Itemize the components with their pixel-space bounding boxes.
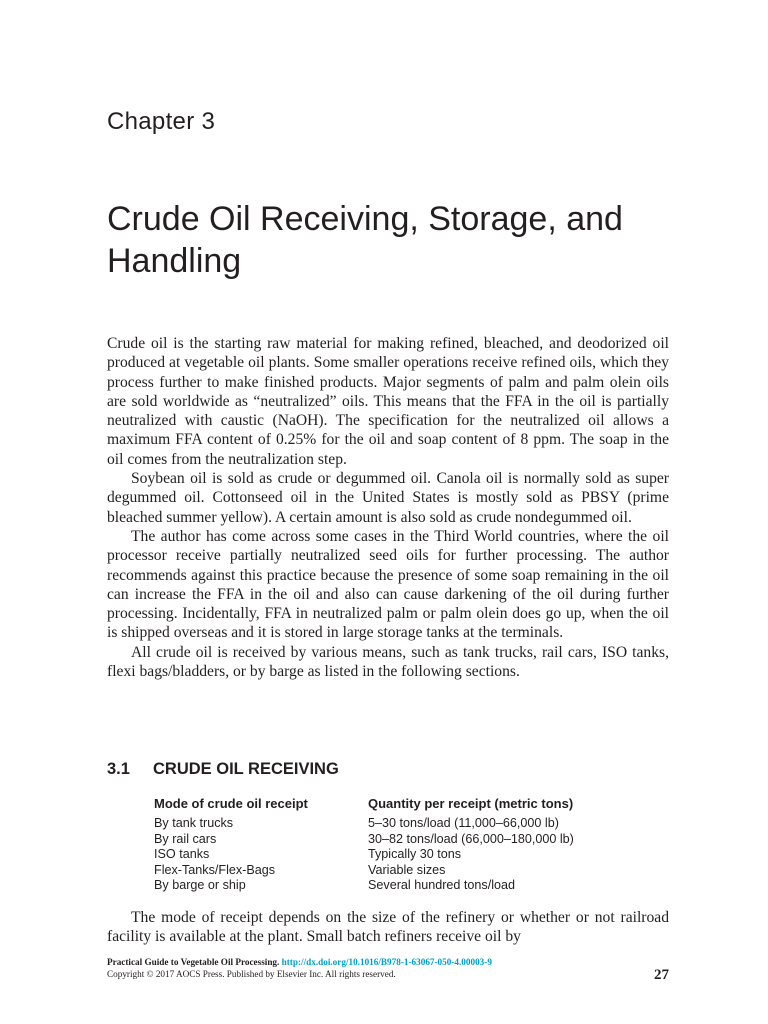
paragraph: The author has come across some cases in the Third World countries, where the oil processor receive partially neutralized seed oils for further processing. The author recommends against this practice because the presence of some soap remaining in the oil can increase the FFA in the oil and also can cause darkening of the oil during further processing. Incidentally, FFA in neutralized palm or palm olein does go up, when the oil is shipped overseas and it is stored in large storage tanks at the terminals.: [107, 527, 669, 642]
section-title: CRUDE OIL RECEIVING: [153, 760, 339, 778]
chapter-title: Crude Oil Receiving, Storage, and Handling: [107, 200, 623, 280]
receipt-table: [154, 796, 574, 894]
table-cell-mode: ISO tanks: [154, 847, 210, 862]
table-cell-quantity: Several hundred tons/load: [368, 878, 516, 893]
paragraph: All crude oil is received by various means, such as tank trucks, rail cars, ISO tanks, flexi bags/bladders, or by barge as listed in the following sections.: [107, 643, 669, 681]
table-cell-mode: Flex-Tanks/Flex-Bags: [154, 862, 276, 877]
table-cell-quantity: 30–82 tons/load (66,000–180,000 lb): [368, 831, 574, 846]
table-cell-mode: By rail cars: [154, 831, 217, 846]
page-footer: [107, 956, 669, 980]
chapter-label: Chapter 3: [107, 108, 216, 135]
table-row: [154, 816, 574, 832]
footer-citation: [107, 956, 669, 968]
footer-book-title: Practical Guide to Vegetable Oil Processing.: [107, 957, 280, 967]
table-cell-mode: By tank trucks: [154, 816, 234, 830]
paragraph: Crude oil is the starting raw material for making refined, bleached, and deodorized oil produced at vegetable oil plants. Some smaller operations receive refined oils, which they process further to make finished products. Major segments of palm and palm olein oils are sold worldwide as “neutralized” oils. This means that the FFA in the oil is partially neutralized with caustic (NaOH). The specification for the neutralized oil allows a maximum FFA content of 0.25% for the oil and soap content of 8 ppm. The soap in the oil comes from the neutralization step.: [107, 335, 669, 468]
footer-doi-link[interactable]: http://dx.doi.org/10.1016/B978-1-63067-050-4.00003-9: [281, 957, 492, 967]
table-cell-mode: By barge or ship: [154, 878, 246, 893]
intro-body: [107, 334, 669, 681]
table-cell-quantity: Typically 30 tons: [368, 847, 462, 862]
table-header-row: [154, 796, 574, 816]
table-row: [154, 878, 574, 894]
footer-copyright: Copyright © 2017 AOCS Press. Published by Elsevier Inc. All rights reserved.: [107, 969, 396, 979]
paragraph: The mode of receipt depends on the size of the refinery or whether or not railroad facility is available at the plant. Small batch refiners receive oil by: [107, 909, 669, 946]
table-row: [154, 847, 574, 863]
page-number: 27: [654, 967, 669, 983]
closing-body: [107, 908, 669, 947]
table-header-mode: Mode of crude oil receipt: [154, 796, 308, 811]
table-header-quantity: Quantity per receipt (metric tons): [368, 796, 574, 811]
table-cell-quantity: 5–30 tons/load (11,000–66,000 lb): [368, 816, 559, 830]
section-heading: [107, 760, 339, 779]
table-row: [154, 863, 574, 879]
table-cell-quantity: Variable sizes: [368, 862, 446, 877]
section-number: 3.1: [107, 760, 130, 778]
paragraph: Soybean oil is sold as crude or degummed oil. Canola oil is normally sold as super degummed oil. Cottonseed oil in the United States is mostly sold as PBSY (prime bleached summer yellow). A certain amount is also sold as crude nondegummed oil.: [107, 470, 669, 526]
table-row: [154, 832, 574, 848]
